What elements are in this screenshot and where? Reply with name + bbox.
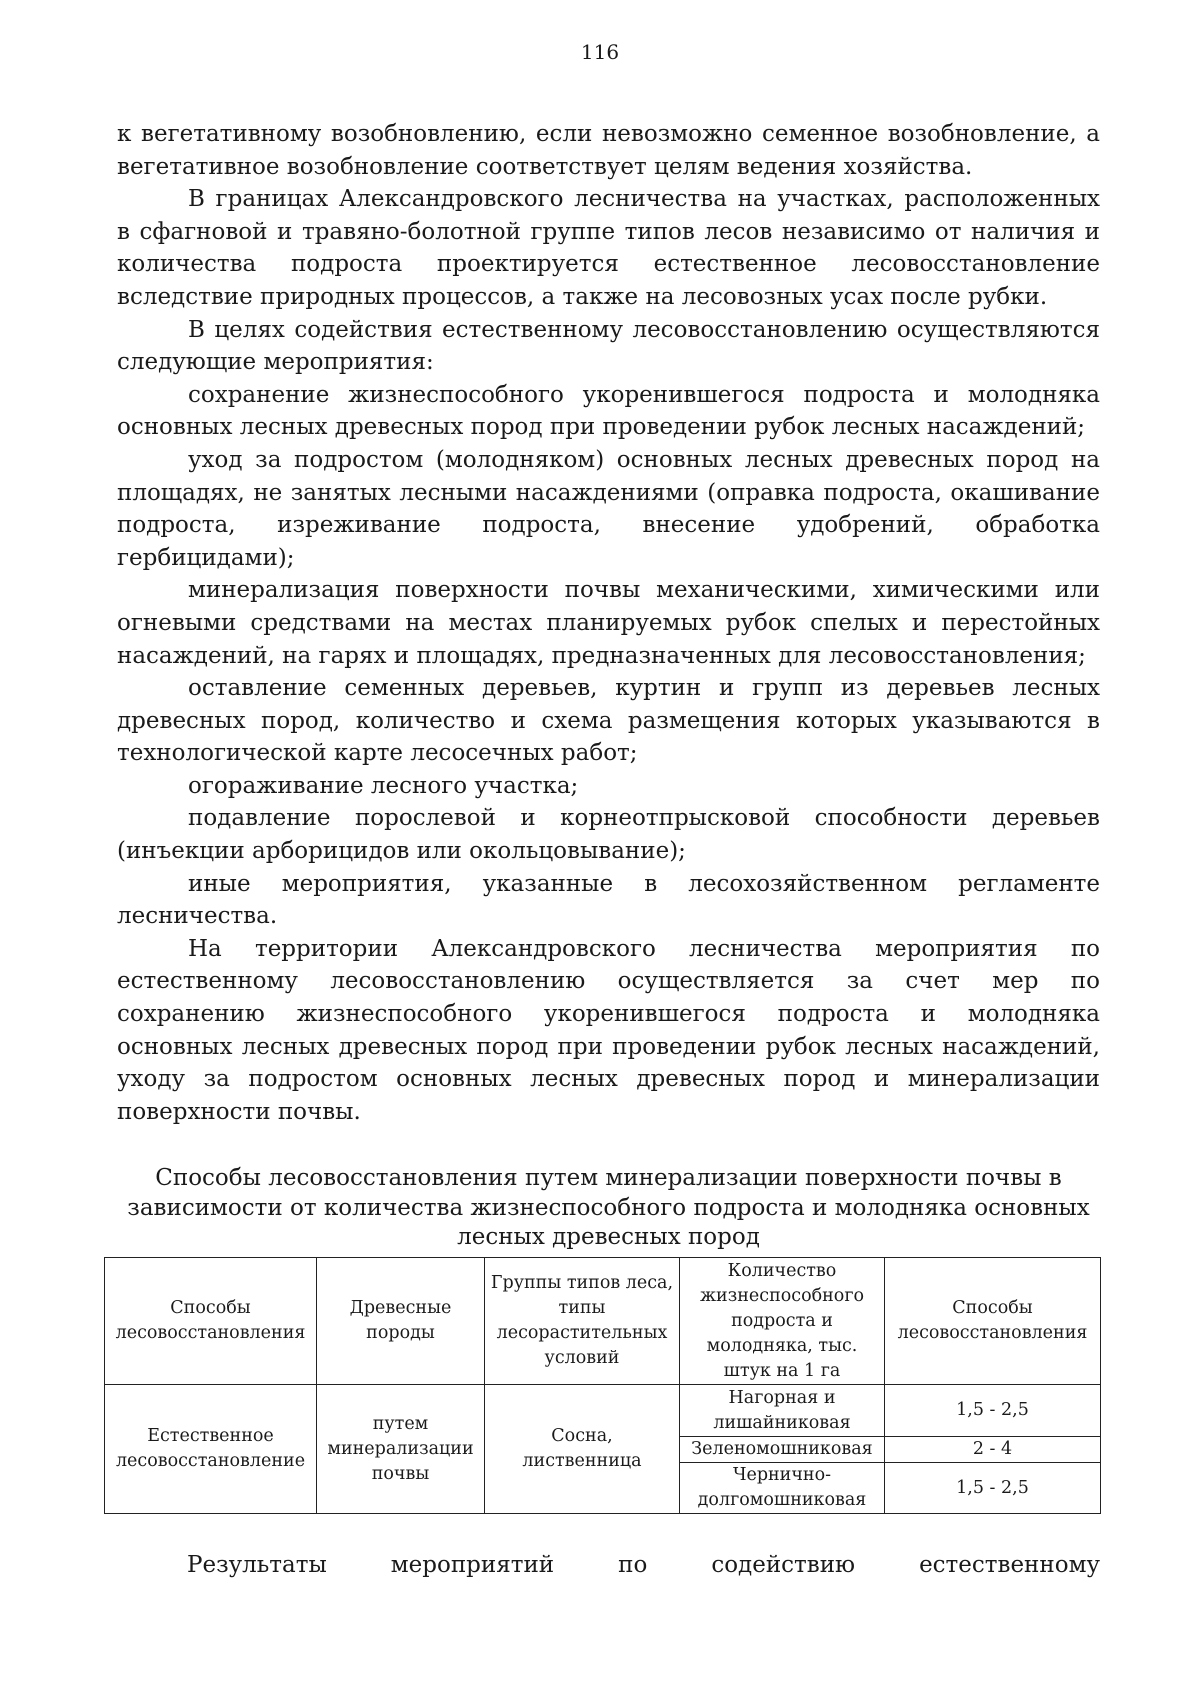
list-item: уход за подростом (молодняком) основных лесных древесных пород на площадях, не занятых лесными насаждениями (оправка подроста, окашивание подроста, изреживание подроста, внесение удобрений, обработка гербицидами); xyxy=(117,446,1100,571)
table-cell: 1,5 - 2,5 xyxy=(885,1385,1101,1437)
table-cell: Нагорная и лишайниковая xyxy=(680,1385,885,1437)
list-item: иные мероприятия, указанные в лесохозяйственном регламенте лесничества. xyxy=(117,870,1100,930)
list-item: оставление семенных деревьев, куртин и групп из деревьев лесных древесных пород, количество и схема размещения которых указываются в технологической карте лесосечных работ; xyxy=(117,675,1100,767)
paragraph: В границах Александровского лесничества на участках, расположенных в сфагновой и травяно-болотной группе типов лесов независимо от наличия и количества подроста проектируется естественное лесовосстановление вследствие природных процессов, а также на лесовозных усах после рубки. xyxy=(117,186,1100,310)
table-cell: путем минерализации почвы xyxy=(317,1385,485,1514)
list-item: подавление порослевой и корнеотпрысковой способности деревьев (инъекции арборицидов или окольцовывание); xyxy=(117,805,1100,865)
paragraph: На территории Александровского лесничества мероприятия по естественному лесовосстановлению осуществляется за счет мер по сохранению жизнеспособного укоренившегося подроста и молодняка основных лесных древесных пород при проведении рубок лесных насаждений, уходу за подростом основных лесных древесных пород и минерализации поверхности почвы. xyxy=(117,935,1100,1125)
table-cell: Сосна, лиственница xyxy=(485,1385,680,1514)
table-header: Количество жизнеспособного подроста и молодняка, тыс. штук на 1 га xyxy=(680,1258,885,1385)
word: мероприятий xyxy=(390,1552,555,1578)
table-header: Древесные породы xyxy=(317,1258,485,1385)
list-item: сохранение жизнеспособного укоренившегося подроста и молодняка основных лесных древесных пород при проведении рубок лесных насаждений; xyxy=(117,381,1100,441)
table-caption: Способы лесовосстановления путем минерализации поверхности почвы в зависимости от количества жизнеспособного подроста и молодняка основных лесных древесных пород xyxy=(127,1165,1090,1250)
word: по xyxy=(618,1552,648,1578)
table-cell: 1,5 - 2,5 xyxy=(885,1463,1101,1514)
word: естественному xyxy=(919,1552,1100,1578)
paragraph: к вегетативному возобновлению, если невозможно семенное возобновление, а вегетативное возобновление соответствует целям ведения хозяйства. xyxy=(117,121,1100,180)
table-cell: Зеленомошниковая xyxy=(680,1437,885,1463)
table-cell: 2 - 4 xyxy=(885,1437,1101,1463)
table-row xyxy=(105,1385,1101,1437)
table-header: Группы типов леса, типы лесорастительных условий xyxy=(485,1258,680,1385)
list-item: минерализация поверхности почвы механическими, химическими или огневыми средствами на местах планируемых рубок спелых и перестойных насаждений, на гарях и площадях, предназначенных для лесовосстановления; xyxy=(117,577,1100,669)
table-header: Способы лесовосстановления xyxy=(885,1258,1101,1385)
paragraph: В целях содействия естественному лесовосстановлению осуществляются следующие мероприятия: xyxy=(117,316,1100,376)
body-text xyxy=(117,118,1100,1128)
page-number: 116 xyxy=(580,40,620,64)
table-cell: Чернично-долгомошниковая xyxy=(680,1463,885,1514)
word: содействию xyxy=(711,1552,856,1578)
list-item: огораживание лесного участка; xyxy=(188,772,579,799)
table-header: Способы лесовосстановления xyxy=(105,1258,317,1385)
word: Результаты xyxy=(187,1552,327,1578)
table-cell: Естественное лесовосстановление xyxy=(105,1385,317,1514)
methods-table xyxy=(104,1257,1101,1514)
continuation-line xyxy=(187,1552,1100,1578)
